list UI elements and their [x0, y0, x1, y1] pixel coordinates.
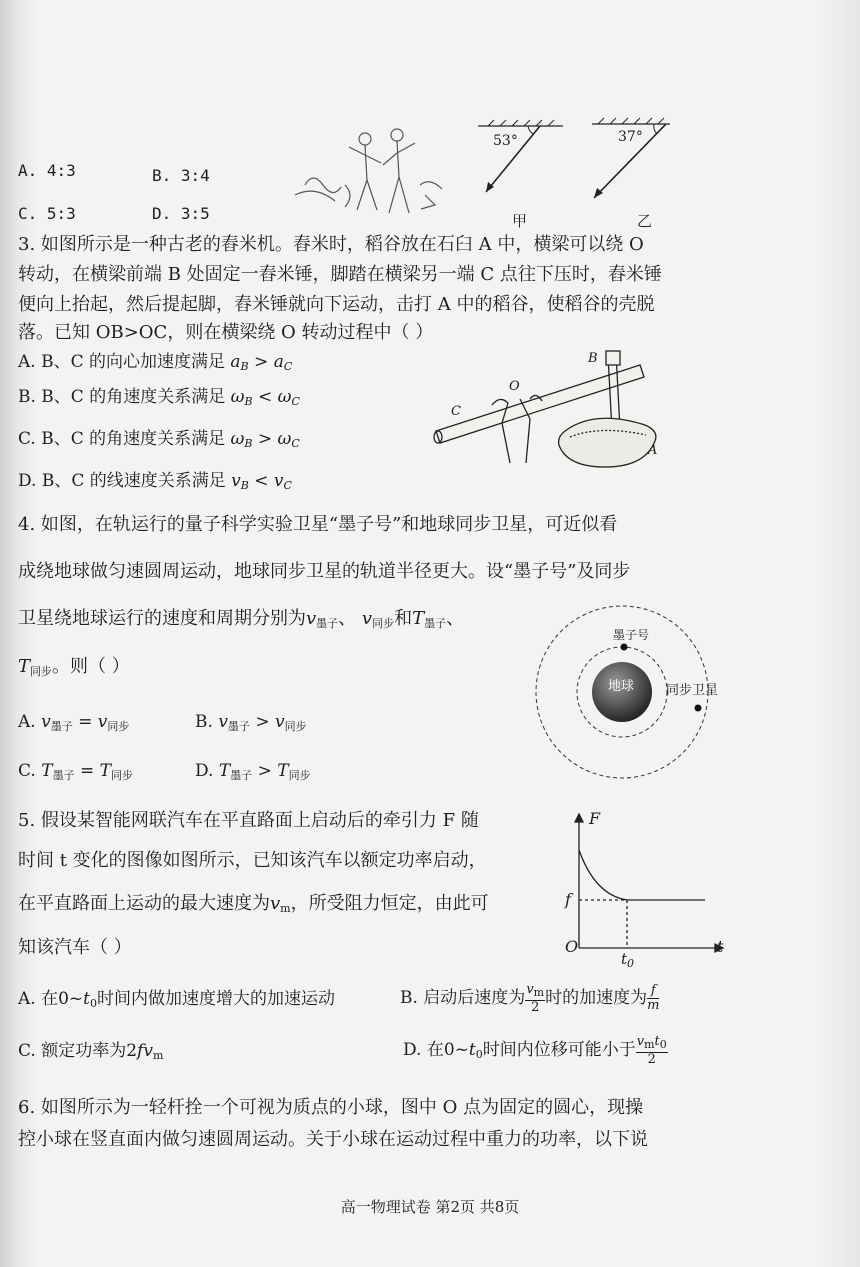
q4-line-1: 4. 如图，在轨运行的量子科学实验卫星“墨子号”和地球同步卫星，可近似看	[18, 514, 618, 535]
jia-label: 甲	[512, 212, 528, 230]
q6-line-1: 6. 如图所示为一轻杆拴一个可视为质点的小球，图中 O 点为固定的圆心，现操	[18, 1097, 644, 1118]
q3-option-b: B. B、C 的角速度关系满足 $\omega_B < \omega_C$	[18, 387, 300, 408]
yi-angle-label: 37°	[618, 129, 643, 145]
rice-pounder-figure	[430, 345, 680, 465]
earth-label: 地球	[608, 679, 635, 694]
graph-label-f: f	[565, 890, 571, 909]
fig-label-b: B	[588, 351, 598, 366]
mozi-satellite-label: 墨子号	[613, 628, 650, 642]
graph-axis-F: F	[589, 809, 601, 828]
sync-satellite-label: 同步卫星	[666, 683, 719, 698]
q3-line-4: 落。已知 OB>OC，则在横梁绕 O 转动过程中（ ）	[18, 322, 434, 343]
q4-line-4: $T_{同步}$。则（ ）	[18, 656, 130, 678]
q5-line-4: 知该汽车（ ）	[18, 937, 132, 958]
q5-option-d: D. 在$0\sim t_0$时间内位移可能小于 $\frac{v_mt_0}{2}$	[403, 1033, 667, 1067]
fig-label-a: A	[648, 443, 658, 458]
q2-option-c: C. 5:3	[18, 204, 76, 223]
q5-line-2: 时间 t 变化的图像如图所示，已知该汽车以额定功率启动，	[18, 850, 487, 871]
q4-option-b: B. $v_{墨子} > v_{同步}$	[195, 712, 307, 733]
q3-line-3: 便向上抬起，然后提起脚，舂米锤就向下运动，击打 A 中的稻谷，使稻谷的壳脱	[18, 294, 655, 315]
q3-option-d: D. B、C 的线速度关系满足 $v_B < v_C$	[18, 471, 292, 492]
q3-line-2: 转动，在横梁前端 B 处固定一舂米锤，脚踏在横梁另一端 C 点往下压时，舂米锤	[18, 264, 662, 285]
q4-line-2: 成绕地球做匀速圆周运动，地球同步卫星的轨道半径更大。设“墨子号”及同步	[18, 561, 631, 582]
q3-option-c: C. B、C 的角速度关系满足 $\omega_B > \omega_C$	[18, 429, 300, 450]
graph-axis-t: t	[717, 937, 724, 956]
q2-option-b: B. 3:4	[152, 166, 210, 185]
q3-line-1: 3. 如图所示是一种古老的舂米机。舂米时，稻谷放在石臼 A 中，横梁可以绕 O	[18, 234, 644, 255]
q4-option-c: C. $T_{墨子} = T_{同步}$	[18, 761, 133, 782]
q5-line-3: 在平直路面上运动的最大速度为$v_m$，所受阻力恒定，由此可	[18, 893, 489, 915]
yi-label: 乙	[637, 212, 653, 230]
figure-jia	[478, 120, 568, 200]
q2-option-d: D. 3:5	[152, 204, 210, 223]
fig-label-c: C	[451, 404, 461, 419]
graph-label-t0: $t_0$	[621, 950, 635, 970]
people-sketch	[285, 125, 455, 220]
q3-option-a: A. B、C 的向心加速度满足 $a_B > a_C$	[18, 352, 293, 373]
q5-option-b: B. 启动后速度为 $\frac{v_m}{2}$ 时的加速度为 $\frac{f}{m}$	[400, 981, 660, 1015]
graph-origin-O: O	[565, 937, 579, 956]
q5-line-1: 5. 假设某智能网联汽车在平直路面上启动后的牵引力 F 随	[18, 810, 479, 831]
force-time-graph	[565, 810, 735, 960]
q2-option-a: A. 4:3	[18, 161, 76, 180]
q5-option-a: A. 在$0\sim t_0$时间内做加速度增大的加速运动	[18, 989, 335, 1010]
page-footer: 高一物理试卷 第2页 共8页	[340, 1198, 520, 1216]
q4-option-d: D. $T_{墨子} > T_{同步}$	[195, 761, 311, 782]
q4-line-3: 卫星绕地球运行的速度和周期分别为$v_{墨子}$、 $v_{同步}$和$T_{墨子}$、	[18, 608, 465, 630]
jia-angle-label: 53°	[493, 133, 518, 149]
fig-label-o: O	[509, 379, 520, 394]
q5-option-c: C. 额定功率为$2fv_m$	[18, 1041, 164, 1062]
q4-option-a: A. $v_{墨子} = v_{同步}$	[18, 712, 130, 733]
q6-line-2: 控小球在竖直面内做匀速圆周运动。关于小球在运动过程中重力的功率，以下说	[18, 1129, 648, 1150]
